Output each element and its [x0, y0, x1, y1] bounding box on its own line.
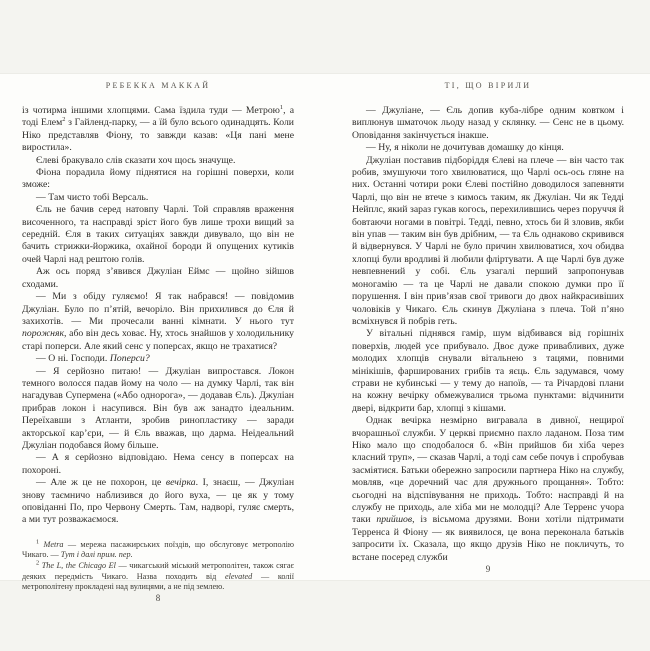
paragraph: Однак вечірка незмірно вигравала в дивної, нещирої вчорашньої служби. У церкві приємно пахло ладаном. Поза тим Ніко мало що сподобалося б. «Він прийшов би хіба через класний труп», — сказав Чарлі, а тоді сам себе почув і спробував засміятися. Батьки обережно запросили партнера Ніко на службу, мовляв, «це доречний час для дружнього прощання». Тобто: сьогодні на відспівування не приходь. Тобто: насправді й на службу не приходь, але хіба ми не молодці? Але Терренс учора таки прийшов, із вісьмома друзями. Вони хотіли підтримати Терренса й Фіону — як виявилося, це вона переконала батьків запросити їх. Сказала, що якщо друзів Ніко не покличуть, то встане посеред служби — [352, 415, 624, 563]
footnotes-block — [22, 540, 294, 593]
paragraph: — Ми з обіду гуляємо! Я так набрався! — повідомив Джуліан. Було по п’ятій, вечоріло. Він прихилився до Єля й захихотів. — Ми прочесали ванні кімнати. У нього тут порожняк, або він десь ховає. Ну, хтось знайшов у холодильнику старі поперси. Але який сенс у поперсах, якщо не трахатися? — [22, 291, 294, 352]
footnote: $^2$ The L, the Chicago El — чикагський міський метрополітен, також сягає деяких передмість Чикаго. Назва походить від elevated — колії метрополітену прокладені над вулицями, а не під землею. — [22, 559, 294, 592]
right-page-text — [352, 105, 624, 564]
page-number-left: 8 — [155, 592, 161, 603]
paragraph: Фіона порадила йому піднятися на горішні поверхи, коли зможе: — [22, 167, 294, 191]
page-number-right: 9 — [485, 564, 491, 575]
paragraph: Джуліан поставив підборіддя Єлеві на плече — він часто так робив, змушуючи того хвилюватися, що Чарлі ось-ось гляне на них. Останні чотири роки Єлеві постійно доводилося запевняти Чарлі, що він не втече з кимось таким, як Джуліан. Чи як Тедді Нейплс, який зараз гукав когось, перехилившись через поруччя й бовтаючи ногами в повітрі. Тедді, певно, хтось би й зловив, якби він упав — таким він був дрібним, — та Єль однаково скривився й відвернувся. У Чарлі не було причин хвилюватися, хоч обидва хлопці були вродливі й любили фліртувати. А ще Чарлі був дуже невпевнений у собі. Єль узагалі перший запропонував моногамію — та це Чарлі не давали спокою думки про її порушення. І він прив’язав свої тривоги до двох найкрасивіших чоловіків у Чикаго. Єль скинув Джуліана з плеча. Той п’яно всміхнувся й побрів геть. — [352, 154, 624, 327]
left-page-text — [22, 105, 294, 527]
left-page — [22, 75, 295, 603]
paragraph: — Але ж це не похорон, це вечірка. І, знаєш, — Джуліан знову таємничо наблизився до його вуха, — це як у тому оповіданні По, про Червону Смерть. Там, надворі, гуляє смерть, а ми тут розважаємося. — [22, 477, 295, 526]
paragraph: У вітальні піднявся гамір, шум відбивався від горішніх поверхів, людей усе прибувало. Двоє дуже привабливих, дуже молодих хлопців снували вітальнею з тацями, повними мінікішів, фаршированих грибів та яєць. Єль задумався, чому страви не кубинські — у тему до напоїв, — та Річардові плани на кожну вечірку обмежувалися трьома пунктами: відчинити двері, відкрити бар, хлопці з кішами. — [352, 328, 624, 414]
paragraph: із чотирма іншими хлопцями. Сама їздила туди — Метрою$^1$, а тоді Елем$^2$ з Гайленд-парку, — а їй було всього одинадцять. Коли Ніко представляв Фіону, то завжди казав: «Ця пані мене виростила». — [22, 103, 294, 154]
running-header-title: ТІ, ЩО ВІРИЛИ — [444, 81, 532, 90]
paragraph: — Там чисто тобі Версаль. — [36, 191, 149, 203]
paragraph: — Я серйозно питаю! — Джуліан випростався. Локон темного волосся падав йому на чоло — на думку Чарлі, так він нагадував Супермена («Або однорога», — додавав Єль). Джуліан прибрав локон і насупився. Він був аж занадто ідеальним. Переїхавши з Атланти, зробив ринопластику — заради акторської кар’єри, — й Єль вважав, що дарма. Неідеальний Джуліан подобався йому більше. — [22, 365, 294, 451]
paragraph: — О ні. Господи. Поперси? — [36, 353, 150, 365]
running-header-author: РЕБЕККА МАККАЙ — [105, 81, 211, 90]
paragraph: — Ну, я ніколи не дочитував домашку до кінця. — [366, 142, 564, 154]
paragraph: Аж ось поряд з’явився Джуліан Еймс — щойно зійшов сходами. — [22, 266, 294, 290]
footnote: $^1$ Metra — мережа пасажирських поїздів, що обслуговує метрополію Чикаго. — Тут і далі прим. пер. — [22, 538, 294, 560]
right-page — [352, 75, 624, 577]
top-margin-band — [0, 0, 650, 74]
paragraph: — А я серйозно відповідаю. Нема сенсу в поперсах на похороні. — [22, 452, 294, 476]
paragraph: — Джуліане, — Єль допив куба-лібре одним ковтком і виплюнув шматочок льоду назад у склянку. — Сенс не в цьому. Оповідання закінчується інакше. — [352, 105, 624, 141]
paragraph: Єль не бачив серед натовпу Чарлі. Той справляв враження височенного, та насправді зріст його був лише трохи вищий за середній. Єля в таких ситуаціях завжди дивувало, що він не бачить стрижки-йоржика, охайної бороди й опущених кутиків очей Чарлі над рештою голів. — [22, 204, 294, 265]
paragraph: Єлеві бракувало слів сказати хоч щось значуще. — [36, 154, 236, 166]
